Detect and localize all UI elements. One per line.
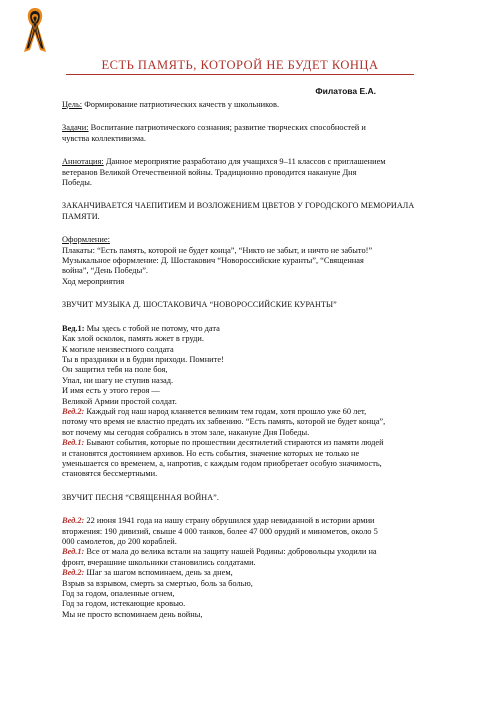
poem-line: Год за годом, опаленные огнем, [62, 589, 175, 599]
host-text: Шаг за шагом вспоминаем, день за днем, [84, 568, 233, 578]
goal-text: Формирование патриотических качеств у школьников. [82, 100, 280, 109]
goal-line [62, 100, 452, 110]
host-line-4 [62, 516, 452, 526]
host-text: Каждый год наш народ кланяется великим тем годам, хотя прошло уже 60 лет, [84, 406, 367, 416]
host-text-cont: вот почему мы сегодня собрались в этом зале, накануне Дня Победы. [62, 427, 310, 437]
annotation-text-2: ветеранов Великой Отечественной войны. Традиционно проводится накануне Дня [62, 167, 357, 177]
document-body [62, 100, 452, 620]
document-title: ЕСТЬ ПАМЯТЬ, КОТОРОЙ НЕ БУДЕТ КОНЦА [101, 58, 379, 72]
host-text-cont: вторжения: 190 дивизий, свыше 4 000 танков, более 47 000 орудий и минометов, около 5 [62, 526, 378, 536]
host-label: Вед.2: [62, 568, 85, 578]
design-music-2: война”, “День Победы”. [62, 266, 149, 276]
poem-line: Упал, ни шагу не ступив назад. [62, 375, 174, 385]
host-text: Мы здесь с тобой не потому, что дата [84, 323, 220, 333]
annotation-label: Аннотация: [62, 157, 104, 167]
design-label: Оформление: [62, 235, 110, 245]
host-label: Вед.1: [62, 547, 85, 557]
poem-line: И имя есть у этого героя — [62, 386, 160, 396]
host-text-cont: и становятся достоянием архивов. Но есть события, значение которых не только не [62, 448, 360, 458]
host-line-5 [62, 547, 452, 557]
poem-line: Мы не просто вспоминаем день войны, [62, 609, 203, 619]
host-line-1 [62, 324, 452, 334]
poem-line: Он защитил тебя на поле боя, [62, 365, 168, 375]
music-cue-2: ЗВУЧИТ ПЕСНЯ “СВЯЩЕННАЯ ВОЙНА”. [62, 492, 219, 502]
goal-label: Цель: [62, 100, 83, 109]
course-heading: Ход мероприятия [62, 276, 125, 286]
host-text-cont: становятся бессмертными. [62, 469, 158, 479]
host-text-cont: уменьшается со временем, а, напротив, с каждым годом приобретает особую значимость, [62, 458, 382, 468]
author: Филатова Е.А. [315, 86, 376, 96]
tasks-line [62, 123, 452, 133]
annotation-line [62, 157, 452, 167]
design-posters: Плакаты: “Есть память, которой не будет конца”, “Никто не забыт, и ничто не забыто!” [62, 245, 373, 255]
st-george-ribbon-icon [20, 4, 50, 56]
tasks-text: Воспитание патриотического сознания; развитие творческих способностей и [88, 123, 366, 133]
poem-line: Взрыв за взрывом, смерть за смертью, боль за болью, [62, 578, 253, 588]
poem-line: Великой Армии простой солдат. [62, 396, 177, 406]
ending-note-2: ПАМЯТИ. [62, 211, 100, 221]
annotation-text: Данное мероприятие разработано для учащихся 9–11 классов с приглашением [103, 157, 386, 167]
host-label: Вед.2: [62, 406, 85, 416]
poem-line: Ты в праздники и в будни приходи. Помните! [62, 354, 224, 364]
host-text-cont: фронт, вчерашние школьники становились солдатами. [62, 557, 256, 567]
host-line-3 [62, 438, 452, 448]
tasks-label: Задачи: [62, 123, 89, 133]
music-cue-1: ЗВУЧИТ МУЗЫКА Д. ШОСТАКОВИЧА “НОВОРОССИЙСКИЕ КУРАНТЫ” [62, 300, 337, 310]
host-text-cont: потому что время не властно предать их забвению. “Есть память, которой не будет конца”, [62, 417, 386, 427]
poem-line: Год за годом, истекающие кровью. [62, 599, 186, 609]
annotation-text-3: Победы. [62, 178, 92, 188]
host-text: 22 июня 1941 года на нашу страну обрушился удар невиданной в истории армии [84, 516, 375, 526]
design-music: Музыкальное оформление: Д. Шостакович “Новороссийские куранты”, “Священная [62, 256, 364, 266]
host-line-6 [62, 568, 452, 578]
host-text: Все от мала до велика встали на защиту нашей Родины: добровольцы уходили на [84, 547, 377, 557]
poem-line: Как злой осколок, память жжет в груди. [62, 334, 204, 344]
host-label: Вед.1: [62, 323, 85, 333]
title-underline [66, 74, 414, 75]
host-label: Вед.2: [62, 516, 85, 526]
host-label: Вед.1: [62, 438, 85, 448]
host-text-cont: 000 самолетов, до 200 кораблей. [62, 537, 177, 546]
host-line-2 [62, 407, 452, 417]
poem-line: К могиле неизвестного солдата [62, 344, 174, 354]
host-text: Бывают события, которые по прошествии десятилетий стираются из памяти людей [84, 438, 384, 448]
ending-note-1: ЗАКАНЧИВАЕТСЯ ЧАЕПИТИЕМ И ВОЗЛОЖЕНИЕМ ЦВЕТОВ У ГОРОДСКОГО МЕМОРИАЛА [62, 201, 415, 211]
tasks-text-2: чувства коллективизма. [62, 133, 146, 143]
